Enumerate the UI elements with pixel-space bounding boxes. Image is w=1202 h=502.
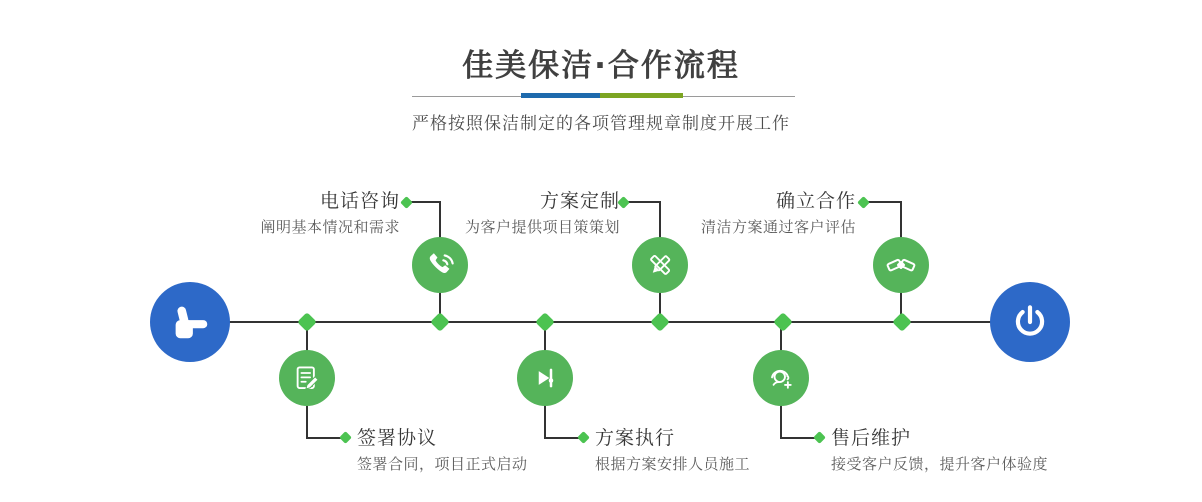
step-title: 方案定制: [539, 190, 620, 212]
step-label-cooperate: [656, 188, 856, 237]
customer-service-plus-icon: [766, 363, 796, 393]
step-desc: 签署合同，项目正式启动: [357, 455, 528, 473]
step-title: 确立合作: [775, 190, 856, 212]
step-label-phone: [200, 188, 400, 237]
label-diamond: [857, 196, 870, 209]
step-node-plan: [632, 237, 688, 293]
step-node-aftersales: [753, 350, 809, 406]
step-title: 电话咨询: [319, 190, 400, 212]
step-desc: 根据方案安排人员施工: [595, 455, 751, 473]
step-title: 售后维护: [831, 427, 912, 449]
end-node: [990, 282, 1070, 362]
step-title: 方案执行: [595, 427, 676, 449]
step-label-contract: [357, 425, 617, 474]
step-label-plan: [420, 188, 620, 237]
page-title: 佳美保洁·合作流程: [462, 48, 740, 84]
hand-pointer-icon: [167, 299, 213, 345]
title-divider-green-segment: [600, 93, 683, 98]
phone-icon: [424, 249, 456, 281]
connector: [866, 201, 902, 203]
timeline-diamond: [650, 312, 670, 332]
step-label-aftersales: [831, 425, 1091, 474]
timeline-diamond: [892, 312, 912, 332]
step-node-contract: [279, 350, 335, 406]
step-label-execute: [595, 425, 855, 474]
contract-sign-icon: [292, 363, 322, 393]
label-diamond: [339, 431, 352, 444]
title-divider-blue-segment: [521, 93, 600, 98]
timeline-diamond: [430, 312, 450, 332]
step-desc: 接受客户反馈，提升客户体验度: [831, 455, 1049, 473]
timeline-diamond: [297, 312, 317, 332]
pencil-ruler-icon: [645, 250, 675, 280]
step-title: 签署协议: [357, 427, 438, 449]
timeline-diamond: [535, 312, 555, 332]
step-desc: 为客户提供项目策策划: [464, 218, 620, 236]
timeline-diamond: [773, 312, 793, 332]
label-diamond: [400, 196, 413, 209]
connector: [307, 437, 344, 439]
step-node-execute: [517, 350, 573, 406]
step-desc: 阐明基本情况和需求: [260, 218, 400, 236]
step-desc: 清洁方案通过客户评估: [700, 218, 856, 236]
page-subtitle: 严格按照保洁制定的各项管理规章制度开展工作: [412, 114, 790, 134]
start-node: [150, 282, 230, 362]
handshake-icon: [885, 249, 917, 281]
step-node-cooperate: [873, 237, 929, 293]
play-next-icon: [530, 363, 560, 393]
power-icon: [1009, 301, 1051, 343]
step-node-phone: [412, 237, 468, 293]
